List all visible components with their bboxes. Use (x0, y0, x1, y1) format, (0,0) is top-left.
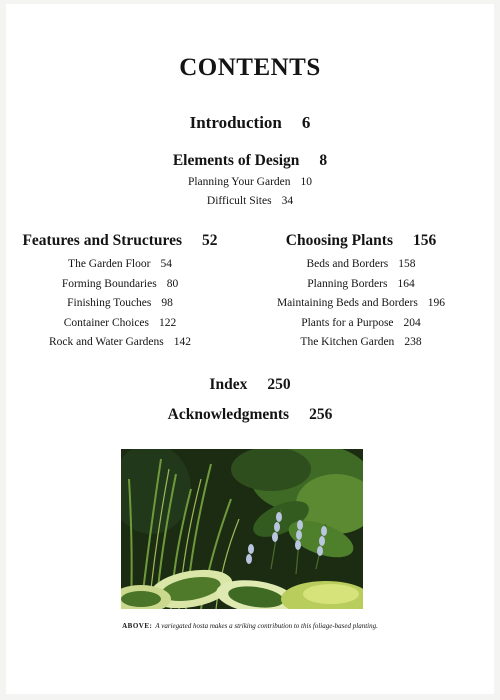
toc-sub-page: 34 (281, 195, 294, 207)
toc-sub-page: 204 (403, 316, 421, 329)
toc-page-number: 6 (301, 113, 311, 132)
toc-subentry (10, 255, 230, 275)
toc-label: Features and Structures (22, 232, 183, 249)
toc-label: Index (209, 376, 248, 393)
toc-page-number: 156 (413, 232, 437, 249)
toc-subentry (261, 275, 461, 295)
toc-column-plants (261, 232, 461, 353)
photo-caption (6, 622, 494, 630)
toc-subentry (6, 195, 494, 207)
toc-sub-label: Forming Boundaries (61, 277, 157, 290)
toc-entry-introduction (6, 113, 494, 133)
caption-label: ABOVE: (122, 622, 153, 630)
toc-sub-label: Finishing Touches (67, 297, 152, 309)
toc-sub-label: Planning Your Garden (187, 176, 291, 188)
toc-sub-page: 98 (161, 297, 173, 309)
toc-subentry (10, 314, 230, 334)
toc-column-features (10, 232, 230, 353)
garden-photo (121, 449, 363, 609)
toc-subentry (10, 333, 230, 353)
toc-sub-label: The Garden Floor (68, 258, 151, 270)
caption-text: A variegated hosta makes a striking contribution to this foliage-based planting. (155, 622, 378, 630)
toc-sub-label: Plants for a Purpose (301, 316, 394, 329)
toc-sub-page: 238 (404, 336, 422, 348)
toc-sub-label: The Kitchen Garden (300, 336, 395, 348)
toc-entry-acknowledgments (6, 406, 494, 424)
toc-sub-page: 10 (300, 176, 313, 188)
toc-subentry (261, 314, 461, 334)
toc-sub-label: Planning Borders (307, 277, 388, 290)
toc-page-number: 8 (319, 152, 328, 169)
toc-subentry (10, 294, 230, 314)
page-title: CONTENTS (179, 54, 321, 81)
toc-sub-page: 164 (397, 277, 415, 290)
toc-sub-label: Difficult Sites (206, 195, 272, 207)
toc-sub-label: Beds and Borders (306, 258, 389, 270)
toc-subentry (261, 255, 461, 275)
toc-sub-label: Maintaining Beds and Borders (276, 297, 418, 309)
toc-entry-index (6, 376, 494, 394)
toc-entry-features-and-structures (10, 232, 230, 250)
toc-subentry (261, 294, 461, 314)
toc-sub-page: 54 (160, 258, 172, 270)
toc-label: Elements of Design (172, 152, 300, 169)
toc-entry-choosing-plants (261, 232, 461, 250)
toc-sub-label: Rock and Water Gardens (48, 336, 164, 348)
toc-subentry (6, 176, 494, 188)
toc-page-number: 52 (202, 232, 218, 249)
toc-sub-page: 80 (166, 277, 179, 290)
toc-entry-elements-of-design (6, 152, 494, 170)
toc-label: Choosing Plants (285, 232, 393, 249)
toc-sub-page: 122 (159, 316, 177, 329)
toc-label: Acknowledgments (167, 406, 290, 423)
toc-sub-page: 142 (173, 336, 192, 348)
book-page (6, 4, 494, 694)
toc-sub-page: 196 (427, 297, 446, 309)
toc-subentry (10, 275, 230, 295)
toc-label: Introduction (189, 113, 282, 132)
toc-page-number: 256 (309, 406, 333, 423)
toc-sub-label: Container Choices (63, 316, 150, 329)
toc-page-number: 250 (267, 376, 291, 393)
garden-photo-illustration (121, 449, 363, 609)
toc-sub-page: 158 (398, 258, 416, 270)
toc-subentry (261, 333, 461, 353)
